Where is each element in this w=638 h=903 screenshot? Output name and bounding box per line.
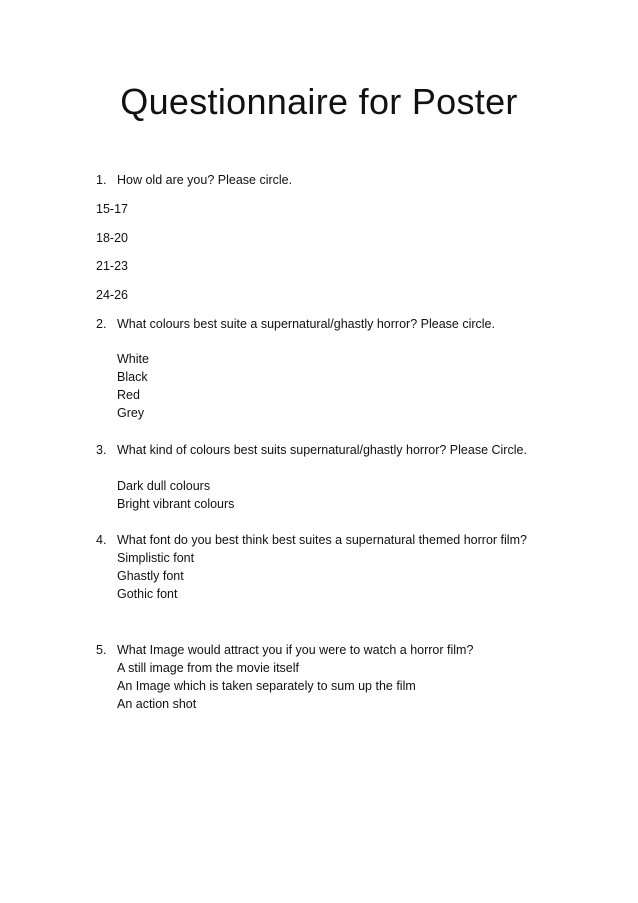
- question-4-option-2: Ghastly font: [117, 569, 184, 583]
- question-2-option-1: White: [117, 352, 149, 366]
- question-5-option-2: An Image which is taken separately to sum up the film: [117, 679, 416, 693]
- question-5-number: 5.: [96, 643, 107, 657]
- question-4-option-3: Gothic font: [117, 587, 178, 601]
- question-2-option-2: Black: [117, 370, 148, 384]
- question-5-text: What Image would attract you if you were to watch a horror film?: [117, 643, 474, 657]
- question-3-number: 3.: [96, 443, 107, 457]
- question-5-option-3: An action shot: [117, 697, 197, 711]
- question-3-text: What kind of colours best suits supernatural/ghastly horror? Please Circle.: [117, 443, 527, 457]
- question-2-option-4: Grey: [117, 406, 145, 420]
- question-3-option-1: Dark dull colours: [117, 479, 211, 493]
- question-1-option-1: 15-17: [96, 202, 128, 216]
- question-2-number: 2.: [96, 317, 107, 331]
- question-4-text: What font do you best think best suites a supernatural themed horror film?: [117, 533, 527, 547]
- question-1-option-4: 24-26: [96, 288, 128, 302]
- question-2-option-3: Red: [117, 388, 140, 402]
- question-4-option-1: Simplistic font: [117, 551, 195, 565]
- question-5-option-1: A still image from the movie itself: [117, 661, 300, 675]
- question-3-option-2: Bright vibrant colours: [117, 497, 235, 511]
- question-2-text: What colours best suite a supernatural/ghastly horror? Please circle.: [117, 317, 495, 331]
- question-1-option-2: 18-20: [96, 231, 128, 245]
- question-1-number: 1.: [96, 173, 107, 187]
- question-4-number: 4.: [96, 533, 107, 547]
- question-1-option-3: 21-23: [96, 259, 128, 273]
- page-title: Questionnaire for Poster: [120, 81, 518, 122]
- question-1-text: How old are you? Please circle.: [117, 173, 293, 187]
